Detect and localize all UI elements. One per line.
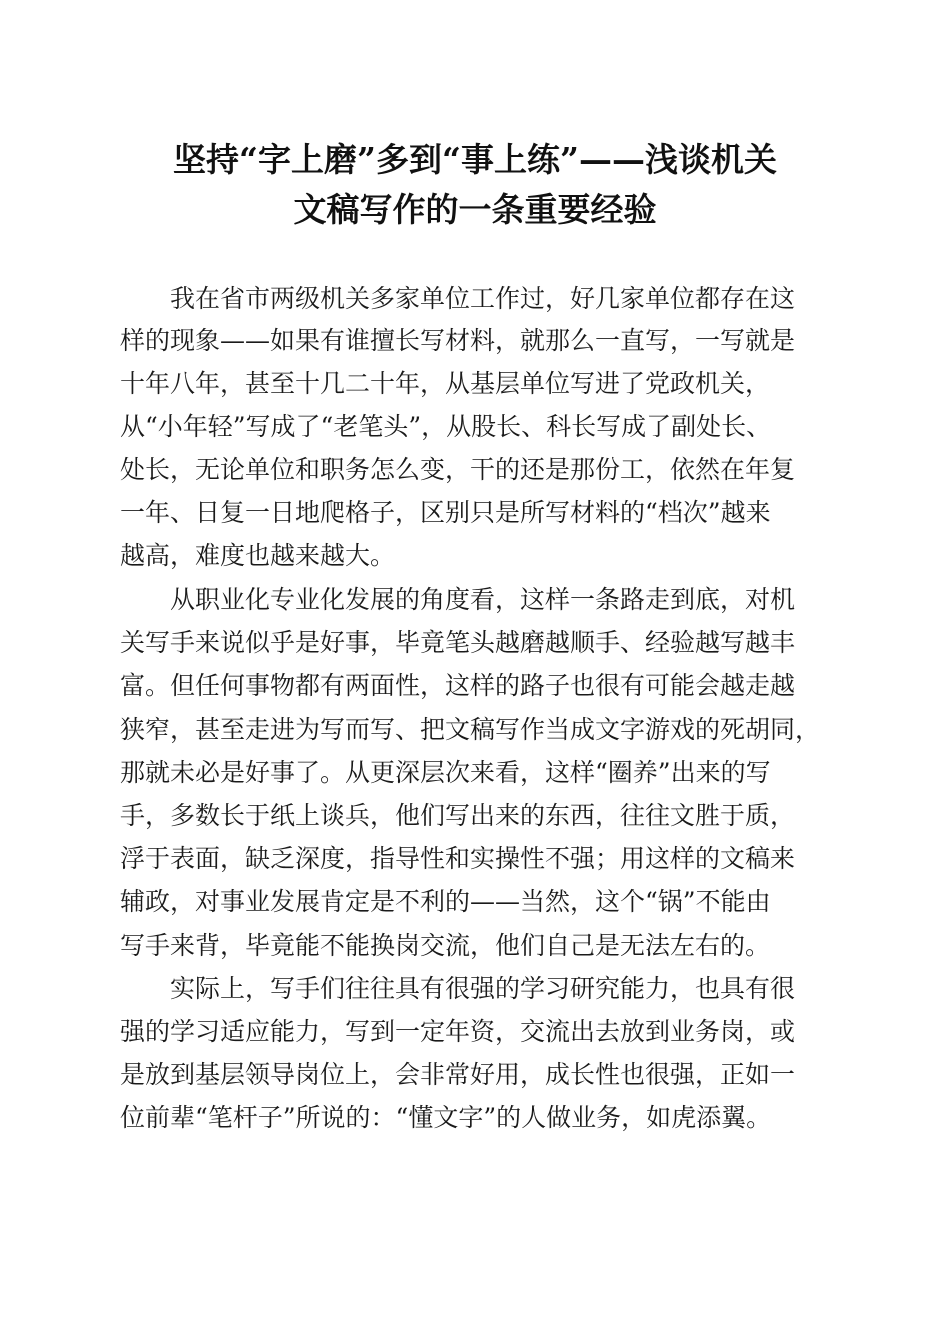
body-line: 手，多数长于纸上谈兵，他们写出来的东西，往往文胜于质， [120, 801, 796, 830]
body-line: 样的现象——如果有谁擅长写材料，就那么一直写，一写就是 [120, 326, 796, 355]
body-line: 狭窄，甚至走进为写而写、把文稿写作当成文字游戏的死胡同， [120, 715, 821, 744]
body-line: 辅政，对事业发展肯定是不利的——当然，这个“锅”不能由 [120, 887, 771, 916]
body-line: 强的学习适应能力，写到一定年资，交流出去放到业务岗，或 [120, 1017, 796, 1046]
body-line: 富。但任何事物都有两面性，这样的路子也很有可能会越走越 [120, 671, 796, 700]
body-line: 一年、日复一日地爬格子，区别只是所写材料的“档次”越来 [120, 498, 771, 527]
body-line: 从职业化专业化发展的角度看，这样一条路走到底，对机 [170, 585, 796, 614]
body-line: 我在省市两级机关多家单位工作过，好几家单位都存在这 [170, 284, 796, 313]
document-title [100, 135, 850, 235]
body-line: 那就未必是好事了。从更深层次来看，这样“圈养”出来的写 [120, 758, 771, 787]
body-line: 位前辈“笔杆子”所说的：“懂文字”的人做业务，如虎添翼。 [120, 1103, 772, 1132]
body-line: 十年八年，甚至十几二十年，从基层单位写进了党政机关， [120, 369, 771, 398]
body-line: 写手来背，毕竟能不能换岗交流，他们自己是无法左右的。 [120, 931, 771, 960]
title-line-1: 坚持“字上磨”多到“事上练”——浅谈机关 [173, 140, 777, 179]
body-line: 浮于表面，缺乏深度，指导性和实操性不强；用这样的文稿来 [120, 844, 796, 873]
body-line: 是放到基层领导岗位上，会非常好用，成长性也很强，正如一 [120, 1060, 796, 1089]
body-line: 实际上，写手们往往具有很强的学习研究能力，也具有很 [170, 974, 796, 1003]
body-line: 越高，难度也越来越大。 [120, 541, 396, 570]
body-line: 关写手来说似乎是好事，毕竟笔头越磨越顺手、经验越写越丰 [120, 628, 796, 657]
body-line: 处长，无论单位和职务怎么变，干的还是那份工，依然在年复 [120, 455, 796, 484]
title-line-2: 文稿写作的一条重要经验 [293, 190, 657, 229]
body-line: 从“小年轻”写成了“老笔头”，从股长、科长写成了副处长、 [120, 412, 772, 441]
